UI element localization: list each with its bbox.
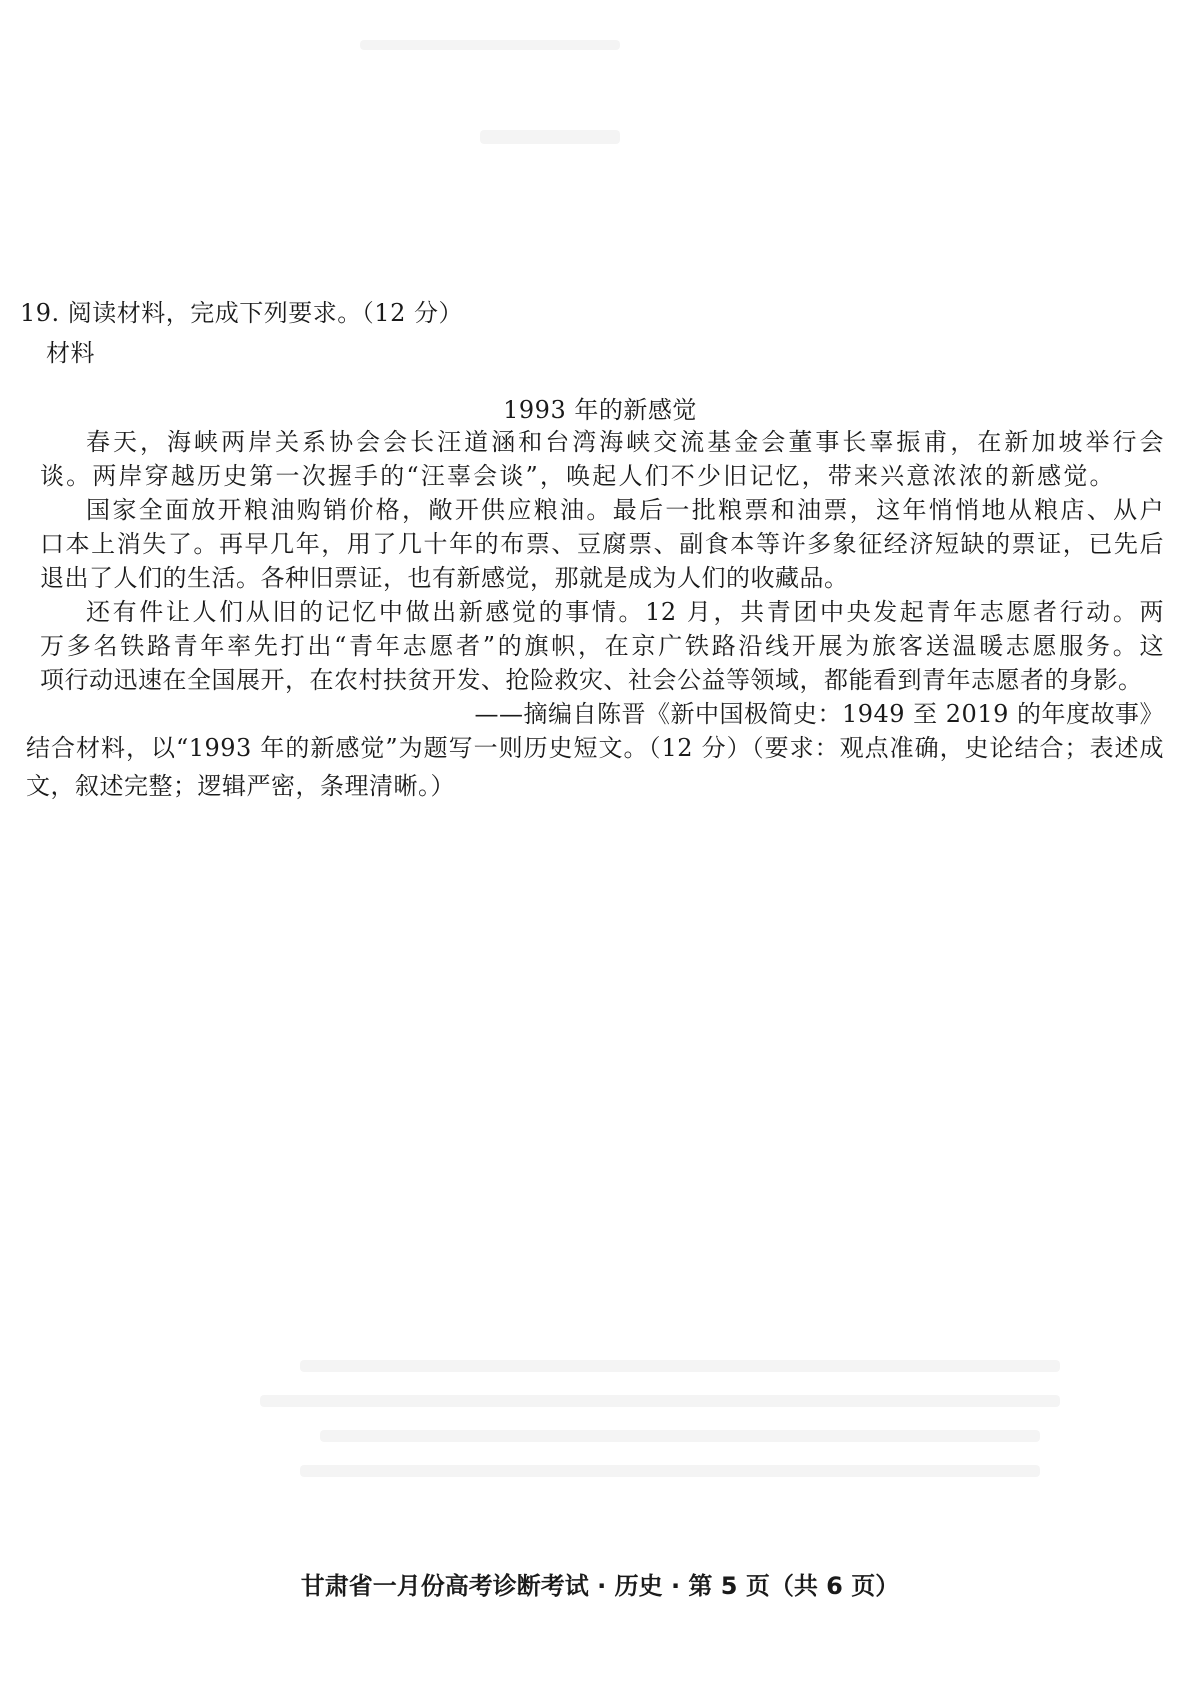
scan-smudge — [260, 1395, 1060, 1407]
footer-separator: · — [670, 1572, 681, 1600]
task-line-1: 结合材料，以“1993 年的新感觉”为题写一则历史短文。（12 分）（要求：观点准确，史论结合；表述成 — [26, 734, 1164, 762]
paragraph-1-line-2: 谈。两岸穿越历史第一次握手的“汪辜会谈”，唤起人们不少旧记忆，带来兴意浓浓的新感觉。 — [40, 462, 1114, 490]
page-footer — [0, 1569, 1200, 1603]
source-attribution: ——摘编自陈晋《新中国极简史：1949 至 2019 的年度故事》 — [474, 700, 1164, 728]
paragraph-2-line-3: 退出了人们的生活。各种旧票证，也有新感觉，那就是成为人们的收藏品。 — [40, 564, 849, 592]
scan-smudge — [360, 40, 620, 50]
footer-page-info: 第 5 页（共 6 页） — [688, 1572, 900, 1600]
footer-exam-name: 甘肃省一月份高考诊断考试 — [300, 1572, 589, 1600]
scan-smudge — [480, 130, 620, 144]
material-label: 材料 — [46, 339, 95, 367]
paragraph-3-line-1: 还有件让人们从旧的记忆中做出新感觉的事情。12 月，共青团中央发起青年志愿者行动。两 — [86, 598, 1164, 626]
article-title: 1993 年的新感觉 — [503, 396, 697, 424]
paragraph-3-line-3: 项行动迅速在全国展开，在农村扶贫开发、抢险救灾、社会公益等领域，都能看到青年志愿者的身影。 — [40, 666, 1143, 694]
paragraph-2-line-1: 国家全面放开粮油购销价格，敞开供应粮油。最后一批粮票和油票，这年悄悄地从粮店、从户 — [86, 496, 1164, 524]
task-line-2: 文，叙述完整；逻辑严密，条理清晰。） — [26, 772, 455, 800]
footer-separator: · — [597, 1572, 607, 1600]
scan-smudge — [300, 1360, 1060, 1372]
question-heading: 19. 阅读材料，完成下列要求。（12 分） — [20, 299, 463, 327]
paragraph-3-line-2: 万多名铁路青年率先打出“青年志愿者”的旗帜，在京广铁路沿线开展为旅客送温暖志愿服务。这 — [40, 632, 1164, 660]
paragraph-1-line-1: 春天，海峡两岸关系协会会长汪道涵和台湾海峡交流基金会董事长辜振甫，在新加坡举行会 — [86, 428, 1164, 456]
scan-smudge — [300, 1465, 1040, 1477]
scan-smudge — [320, 1430, 1040, 1442]
paragraph-2-line-2: 口本上消失了。再早几年，用了几十年的布票、豆腐票、副食本等许多象征经济短缺的票证，已先后 — [40, 530, 1164, 558]
footer-subject: 历史 — [614, 1572, 663, 1600]
